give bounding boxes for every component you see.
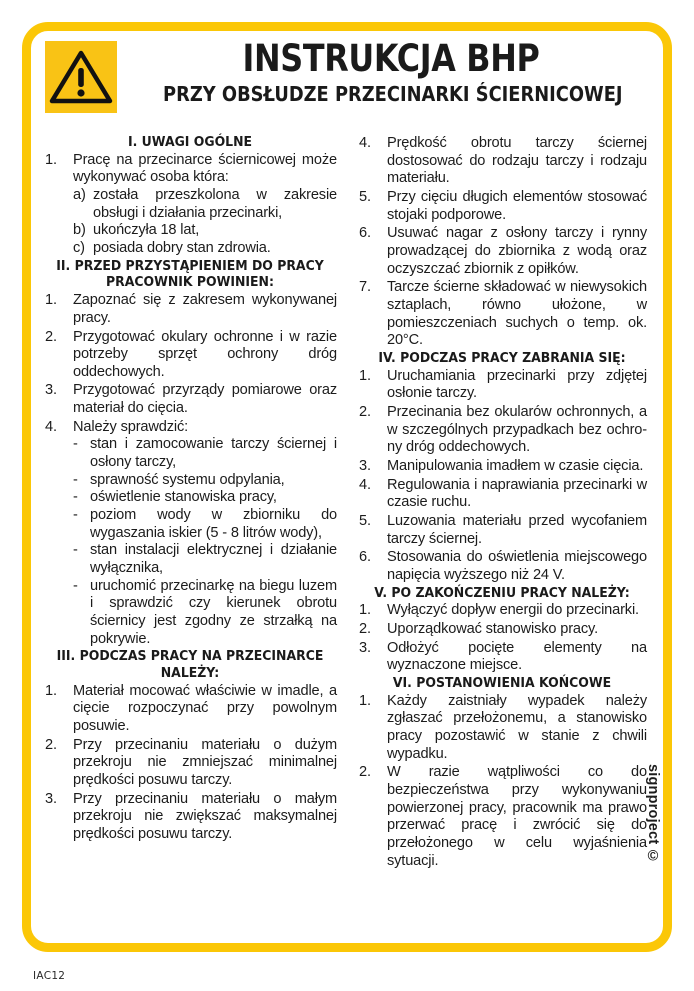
- item-number: 6.: [359, 225, 371, 242]
- section-1-list: [43, 152, 337, 258]
- sub-item-text: sprawność systemu odpylania,: [90, 471, 285, 488]
- item-number: 2.: [45, 328, 57, 345]
- list-item: [357, 458, 647, 476]
- list-item: [357, 189, 647, 224]
- list-item: [357, 279, 647, 350]
- section-heading-6: VI. POSTANOWIENIA KOŃCOWE: [392, 675, 612, 691]
- poster-frame: [22, 22, 672, 952]
- dash-bullet-icon: -: [73, 577, 78, 594]
- item-text: Pracę na przecinarce ściernicowej może wykonywać osoba która:: [73, 151, 337, 186]
- item-text: Wyłączyć dopływ energii do przecinarki.: [387, 602, 639, 619]
- section-heading-2-line2: PRACOWNIK POWINIEN:: [106, 275, 274, 291]
- list-item: [73, 507, 337, 542]
- list-item: [357, 764, 647, 870]
- item-number: 2.: [359, 764, 371, 781]
- dash-bullet-icon: -: [73, 436, 78, 453]
- list-item: [357, 477, 647, 512]
- item-number: 2.: [359, 620, 371, 637]
- section-4-list: [357, 368, 647, 585]
- list-item: [73, 489, 337, 507]
- item-text: Prędkość obrotu tarczy ściernej dostosować do rodzaju tarczy i rodzaju materiału.: [387, 135, 647, 187]
- dash-bullet-icon: -: [73, 471, 78, 488]
- section-heading-3-line1: III. PODCZAS PRACY NA PRZECINARCE: [56, 649, 324, 665]
- list-item: [43, 152, 337, 258]
- section-heading-4: IV. PODCZAS PRACY ZABRANIA SIĘ:: [378, 350, 626, 366]
- item-text: Zapoznać się z zakresem wykonywanej pracy.: [73, 292, 337, 326]
- item-text: Tarcze ścierne składować w niewysokich sztaplach, równo ułożone, w pomieszczeniach suchych o temp. ok. 20°C.: [387, 279, 647, 349]
- item-text: Przygotować przyrządy pomiarowe oraz materiał do cięcia.: [73, 382, 337, 417]
- left-column: [31, 135, 347, 943]
- list-item: [43, 791, 337, 844]
- content-columns: [31, 135, 663, 943]
- item-number: 3.: [45, 790, 57, 807]
- sub-item-text: posiada dobry stan zdrowia.: [93, 240, 271, 257]
- list-item: [43, 382, 337, 417]
- list-item: [357, 368, 647, 403]
- list-item: [43, 737, 337, 790]
- item-text: W razie wątpliwości co do bezpieczeństwa przy wykonywaniu powierzonej pracy, pracownik ma prawo przerwać pracę i zwrócić się do przełożonego w celu wyjaśnienia sytuacji.: [387, 764, 647, 869]
- item-number: 2.: [359, 403, 371, 420]
- sub-item-text: została przeszkolona w zakresie obsługi i działania przecinarki,: [93, 187, 337, 221]
- item-number: 3.: [359, 457, 371, 474]
- page-subtitle: PRZY OBSŁUDZE PRZECINARKI ŚCIERNICOWEJ: [163, 81, 623, 106]
- item-text: Należy sprawdzić:: [73, 418, 189, 435]
- item-number: 1.: [359, 367, 371, 384]
- section-3-list-right: [357, 135, 647, 350]
- item-number: 4.: [359, 135, 371, 151]
- section-heading-3-line2: NALEŻY:: [160, 666, 220, 682]
- sub-item-text: stan instalacji elektrycznej i działanie wyłącznika,: [90, 542, 337, 577]
- list-item: [357, 602, 647, 620]
- sub-item-label: b): [73, 222, 86, 239]
- sub-item-text: poziom wody w zbiorniku do wygaszania iskier (5 - 8 litrów wody),: [90, 507, 337, 541]
- section-3-list-left: [43, 683, 337, 844]
- item-text: Każdy zaistniały wypadek należy zgłaszać przełożonemu, a stanowisko pracy pozostawić w stanie z chwili wypadku.: [387, 692, 647, 762]
- list-item: [357, 640, 647, 675]
- item-number: 4.: [45, 418, 57, 435]
- item-text: Przygotować okulary ochronne i w razie potrzeby sprzęt ochrony dróg oddechowych.: [73, 328, 337, 380]
- list-item: [73, 240, 337, 258]
- item-text: Uruchamiania przecinarki przy zdjętej osłonie tarczy.: [387, 367, 647, 402]
- sub-list-dash: [73, 436, 337, 648]
- item-number: 1.: [359, 692, 371, 709]
- sub-list-alpha: [73, 187, 337, 258]
- page-title: INSTRUKCJA BHP: [242, 37, 540, 80]
- sub-item-label: c): [73, 240, 85, 257]
- list-item: [357, 693, 647, 764]
- section-6-list: [357, 693, 647, 871]
- list-item: [73, 222, 337, 240]
- sub-item-text: oświetlenie stanowiska pracy,: [90, 489, 277, 506]
- list-item: [43, 292, 337, 327]
- section-heading-1: I. UWAGI OGÓLNE: [127, 135, 253, 150]
- item-text: Stosowania do oświetlenia miejscowego napięcia wyższego niż 24 V.: [387, 549, 647, 583]
- item-number: 4.: [359, 476, 371, 493]
- list-item: [43, 683, 337, 736]
- sub-item-text: ukończyła 18 lat,: [93, 222, 200, 239]
- item-number: 1.: [45, 292, 57, 309]
- item-text: Przy przecinaniu materiału o małym przekroju nie zwiększać maksymalnej prędkości posuwu tarczy.: [73, 790, 337, 843]
- dash-bullet-icon: -: [73, 542, 78, 559]
- list-item: [73, 542, 337, 577]
- list-item: [357, 135, 647, 188]
- section-5-list: [357, 602, 647, 675]
- item-text: Odłożyć pocięte elementy na wyznaczone miejsce.: [387, 639, 647, 674]
- list-item: [73, 436, 337, 471]
- dash-bullet-icon: -: [73, 507, 78, 524]
- title-block: [129, 39, 653, 107]
- list-item: [43, 329, 337, 382]
- warning-triangle-icon: [45, 41, 117, 113]
- list-item: [357, 549, 647, 584]
- item-number: 3.: [45, 382, 57, 399]
- section-heading-2-line1: II. PRZED PRZYSTĄPIENIEM DO PRACY: [56, 258, 324, 274]
- sub-item-text: stan i zamocowanie tarczy ściernej i osłony tarczy,: [90, 436, 337, 471]
- poster-header: [31, 31, 663, 131]
- list-item: [357, 225, 647, 278]
- watermark: signproject ©: [645, 764, 661, 865]
- item-number: 1.: [45, 682, 57, 699]
- item-text: Uporządkować stanowisko pracy.: [387, 620, 598, 637]
- list-item: [357, 404, 647, 457]
- item-text: Przecinania bez okularów ochronnych, a w szczególnych przypadkach bez ochro-ny dróg oddechowych.: [387, 403, 647, 456]
- item-text: Luzowania materiału przed wycofaniem tarczy ściernej.: [387, 512, 647, 547]
- right-column: [347, 135, 663, 943]
- dash-bullet-icon: -: [73, 489, 78, 506]
- product-code: IAC12: [33, 970, 66, 982]
- item-number: 5.: [359, 512, 371, 529]
- item-number: 3.: [359, 639, 371, 656]
- section-heading-5: V. PO ZAKOŃCZENIU PRACY NALEŻY:: [374, 585, 630, 601]
- sub-item-label: a): [73, 187, 86, 204]
- item-text: Manipulowania imadłem w czasie cięcia.: [387, 457, 644, 474]
- section-2-list: [43, 292, 337, 648]
- item-text: Regulowania i naprawiania przecinarki w czasie ruchu.: [387, 476, 647, 511]
- sub-item-text: uruchomić przecinarkę na biegu luzem i sprawdzić czy kierunek obrotu ściernicy jest zgodny ze strzałką na pokrywie.: [90, 577, 337, 647]
- item-number: 5.: [359, 188, 371, 205]
- list-item: [43, 419, 337, 649]
- list-item: [357, 513, 647, 548]
- item-number: 1.: [45, 151, 57, 168]
- item-number: 7.: [359, 279, 371, 296]
- item-text: Materiał mocować właściwie w imadle, a cięcie rozpoczynać przy powolnym posuwie.: [73, 682, 337, 735]
- list-item: [357, 621, 647, 639]
- item-text: Przy cięciu długich elementów stosować stojaki podporowe.: [387, 188, 647, 223]
- list-item: [73, 472, 337, 490]
- list-item: [73, 187, 337, 222]
- item-text: Usuwać nagar z osłony tarczy i rynny prowadzącej do zbiornika z wodą oraz oczyszczać zbiornik z opiłków.: [387, 225, 647, 277]
- item-text: Przy przecinaniu materiału o dużym przekroju nie zmniejszać minimalnej prędkości posuwu tarczy.: [73, 736, 337, 789]
- list-item: [73, 578, 337, 649]
- item-number: 2.: [45, 736, 57, 753]
- item-number: 6.: [359, 549, 371, 566]
- item-number: 1.: [359, 602, 371, 619]
